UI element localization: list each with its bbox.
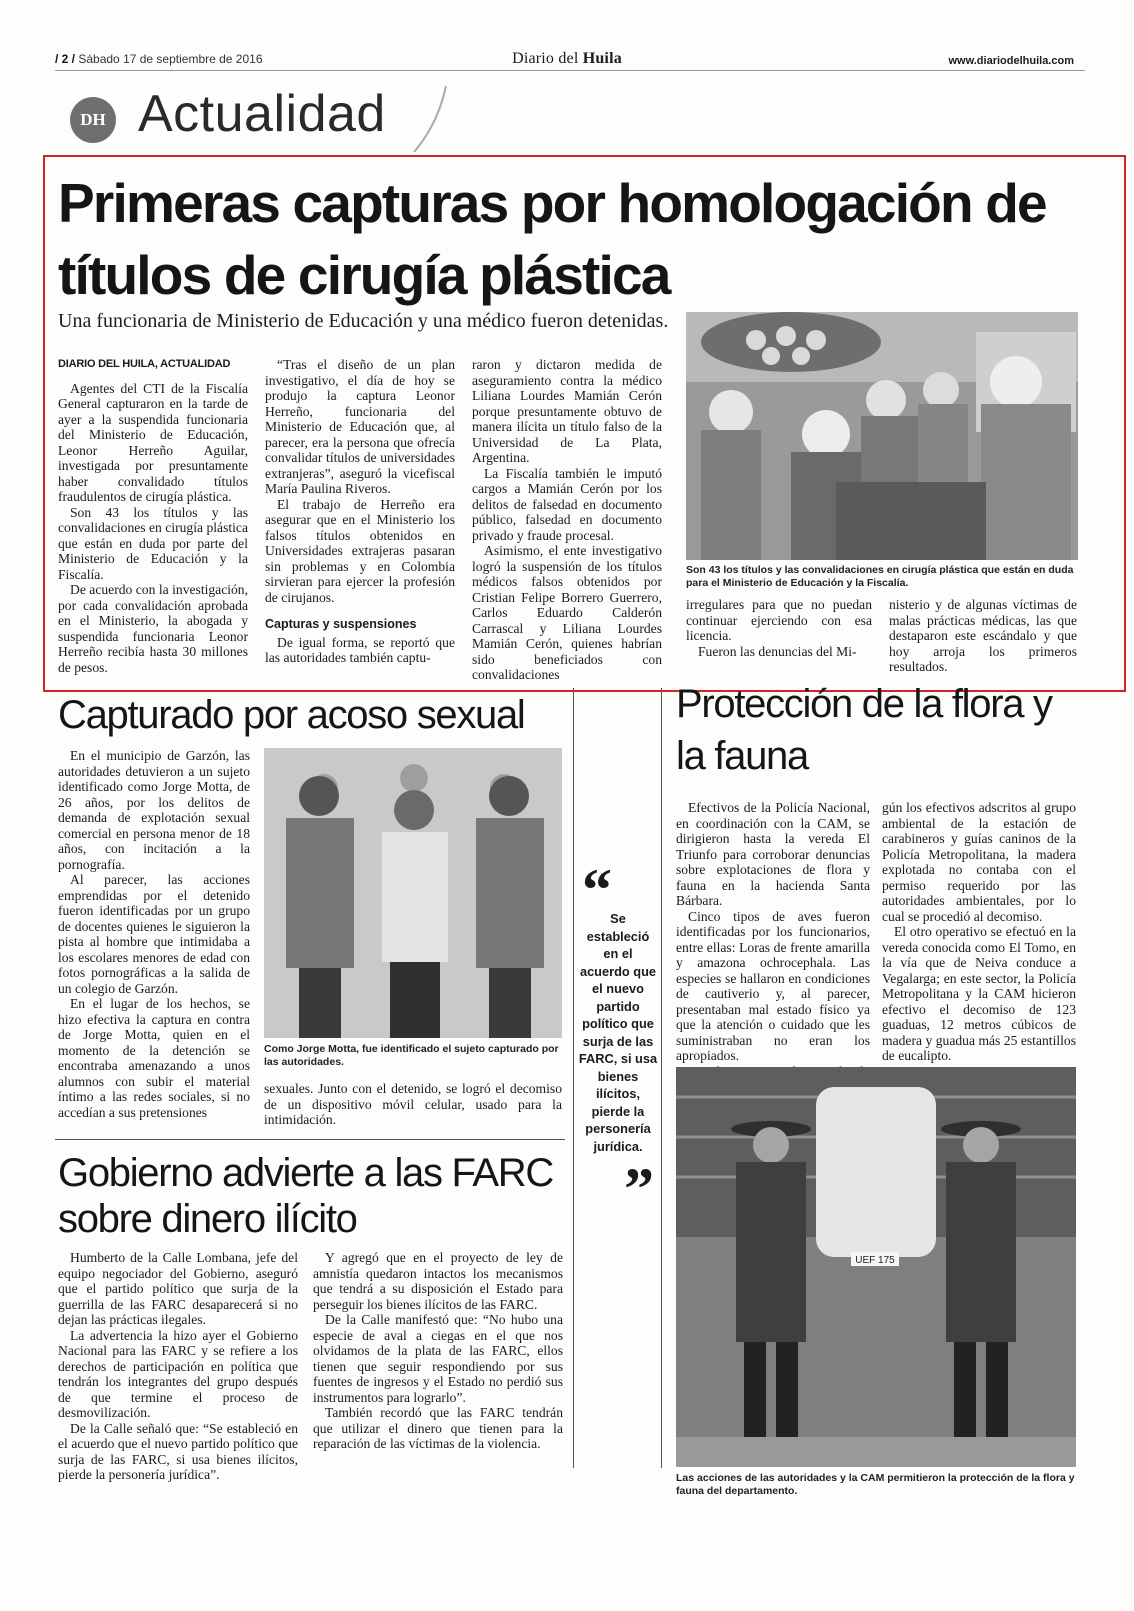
farc-headline: Gobierno advierte a las FARC sobre dinero ilícito [58,1151,553,1241]
open-quote-mark: “ [582,857,612,923]
main-column-2 [265,357,455,666]
farc-column-1 [58,1250,298,1483]
paragraph: De acuerdo con la investigación, por cada convalidación aprobada en el Ministerio, la abogada y suspendida funcionaria Leonor Herreño recibía hasta 30 millones de pesos. [58,582,248,675]
flora-headline: Protección de la flora y la fauna [676,682,1052,778]
paragraph: En el municipio de Garzón, las autoridades detuvieron a un sujeto identificado como Jorge Motta, de 26 años, por los delitos de demanda de explotación sexual comercial en persona menor de 18 años, con incitación a la pornografía. [58,748,250,872]
byline: DIARIO DEL HUILA, ACTUALIDAD [58,358,231,370]
paragraph: Fueron las denuncias del Mi- [698,643,857,659]
flora-column-2 [882,800,1076,1064]
section-divider [55,1139,565,1140]
pull-quote-text: Se estableció en el acuerdo que el nuevo partido político que surja de las FARC, si usa bienes ilícitos, pierde la personería jurídica. [578,911,658,1154]
paragraph: El trabajo de Herreño era asegurar que en el Ministerio los falsos títulos obtenidos en Universidades extrajeras pasaran sin problemas y en Colombia sirvieran para ejercer la profesión de cirujanos. [265,496,455,605]
paragraph: De la Calle señaló que: “Se estableció en el acuerdo que el nuevo partido político que surja de las FARC, si usa bienes ilícitos, pierde la personería jurídica”. [58,1420,298,1482]
paragraph: La advertencia la hizo ayer el Gobierno Nacional para las FARC y se refiere a los derechos de participación en política que tendrán los integrantes del grupo después de que termine el proceso de desmovilización. [58,1327,298,1420]
header-rule [55,70,1085,71]
site-url[interactable]: www.diariodelhuila.com [948,55,1074,67]
masthead-name: Huila [582,50,622,67]
close-quote-mark: ” [624,1156,654,1222]
paragraph: Asimismo, el ente investigativo logró la suspensión de los títulos médicos falsos obtenidos por Cristian Felipe Borrero Guerrero, Carlos Eduardo Calderón Carrascal y Liliana Lourdes Mamián Cerón, quienes habrían sido beneficiados con convalidaciones [472,543,662,682]
paragraph: Son 43 los títulos y las convalidaciones en cirugía plástica que están en duda por parte del Ministerio de Educación y la Fiscalía. [58,504,248,582]
police-photo-caption: Las acciones de las autoridades y la CAM permitieron la protección de la flora y fauna del departamento. [676,1472,1075,1497]
main-column-5 [889,597,1077,675]
issue-date: Sábado 17 de septiembre de 2016 [78,52,263,66]
police-photo-illustration [676,1067,1076,1467]
paragraph: De la Calle manifestó que: “No hubo una especie de aval a ciegas en el que nos olvidamos de la plata de las FARC, ellos tienen que seguir respondiendo por sus fuentes de ingresos y el Estado no perdió sus instrumentos para lograrlo”. [313,1312,563,1405]
paragraph: raron y dictaron medida de aseguramiento contra la médico Liliana Lourdes Mamián Cerón porque presuntamente obtuvo de manera ilícita un título falso de la Universidad de La Plata, Argentina. [472,357,662,465]
paragraph: De igual forma, se reportó que las autoridades también captu- [265,634,455,665]
pull-quote [578,857,658,1222]
paragraph: El otro operativo se efectuó en la vereda conocida como El Tomo, en la vía que de Neiva conduce a Vegalarga; en este sector, la Policía Metropolitana y la CAM hicieron efectivo el decomiso de 123 guaduas, 12 metros cúbicos de madera y guadua más 25 estantillos de eucalipto. [882,924,1076,1063]
surgery-photo [686,312,1078,560]
paragraph: sexuales. Junto con el detenido, se logró el decomiso de un dispositivo móvil celular, usado para la intimidación. [264,1081,562,1127]
main-headline: Primeras capturas por homologación de títulos de cirugía plástica [58,172,1046,306]
dh-logo: DH [70,97,116,143]
main-deck: Una funcionaria de Ministerio de Educación y una médico fueron detenidas. [58,310,669,332]
paragraph: Efectivos de la Policía Nacional, en coordinación con la CAM, se dirigieron hasta la vereda El Triunfo para corroborar denuncias sobre explotaciones de flora y fauna en la hacienda Santa Bárbara. [676,800,870,908]
paragraph: La Fiscalía también le imputó cargos a Mamián Cerón por los delitos de falsedad en documento público, falsedad en documento privado y fraude procesal. [472,465,662,543]
acoso-headline: Capturado por acoso sexual [58,693,525,737]
paragraph: Al parecer, las acciones emprendidas por el detenido fueron identificadas por un grupo de docentes quienes le siguieron la pista al hombre que intimidaba a los escolares menores de edad con fotos pornográficas a la salida de un colegio de Garzón. [58,872,250,996]
farc-column-2 [313,1250,563,1452]
paragraph: Humberto de la Calle Lombana, jefe del equipo negociador del Gobierno, aseguró que el partido político que surja de la guerrilla de las FARC desaparecerá si no dejan las prácticas ilegales. [58,1250,298,1327]
paragraph: gún los efectivos adscritos al grupo ambiental de la estación de carabineros y guías caninos de la Policía Metropolitana, la madera explotada no contaba con el permiso requerido por las autoridades ambientales, por lo cual se procedió al decomiso. [882,800,1076,924]
main-column-3 [472,357,662,683]
page-marker: / 2 / [55,52,76,66]
police-photo [676,1067,1076,1467]
capture-photo [264,748,562,1038]
section-title: Actualidad [138,85,386,143]
paragraph: nisterio y de algunas víctimas de malas prácticas médicas, las que destaparon este escándalo y que hoy arroja los primeros resultados. [889,597,1077,674]
acoso-column-1 [58,748,250,1120]
main-column-4 [686,597,872,659]
acoso-column-2 [264,1081,562,1128]
capture-photo-illustration [264,748,562,1038]
paragraph: Y agregó que en el proyecto de ley de amnistía quedaron intactos los mecanismos que tendrá a su disposición el Estado para perseguir los bienes ilícitos de las FARC. [313,1250,563,1312]
paragraph: “Tras el diseño de un plan investigativo, el día de hoy se produjo la captura Leonor Herreño, funcionaria del Ministerio de Educación que, al parecer, era la persona que ofrecía convalidar títulos de universidades extranjeras”, aseguró la vicefiscal María Paulina Riveros. [265,357,455,496]
subhead: Capturas y suspensiones [265,617,417,631]
masthead-prefix: Diario del [512,50,579,67]
paragraph: También recordó que las FARC tendrán que utilizar el dinero que tienen para la reparación de las víctimas de la violencia. [313,1405,563,1451]
capture-photo-caption: Como Jorge Motta, fue identificado el sujeto capturado por las autoridades. [264,1043,559,1068]
surgery-photo-caption: Son 43 los títulos y las convalidaciones en cirugía plástica que están en duda para el Ministerio de Educación y la Fiscalía. [686,564,1074,589]
paragraph: Agentes del CTI de la Fiscalía General capturaron en la tarde de ayer a la suspendida funcionaria del Ministerio de Educación, Leonor Herreño Aguilar, investigada por presuntamente haber convalidado títulos fraudulentos de cirugía plástica. [58,380,248,504]
flora-column-1 [676,800,870,1110]
license-plate: UEF 175 [855,1255,895,1266]
paragraph: En el lugar de los hechos, se hizo efectiva la captura en contra de Jorge Motta, quien en el momento de la detención se encontraba amenazando a unos alumnos con subir el material íntimo a las redes sociales, si no accedían a sus pretensiones [58,996,250,1120]
section-slash-decoration [410,84,450,154]
surgery-photo-illustration [686,312,1078,560]
paragraph: Cinco tipos de aves fueron identificadas por los funcionarios, entre ellas: Loras de frente amarilla y amazona ochrocephala. Las especies se hallaron en condiciones de cautiverio y, al parecer, presentaban mal estado físico ya que la atención o cuidado que les suministraban no eran los apropiados. [676,908,870,1063]
column-divider-left [573,688,574,1468]
paragraph: irregulares para que no puedan continuar ejerciendo con esa licencia. [686,597,872,643]
main-column-1 [58,357,248,675]
column-divider-right [661,688,662,1468]
